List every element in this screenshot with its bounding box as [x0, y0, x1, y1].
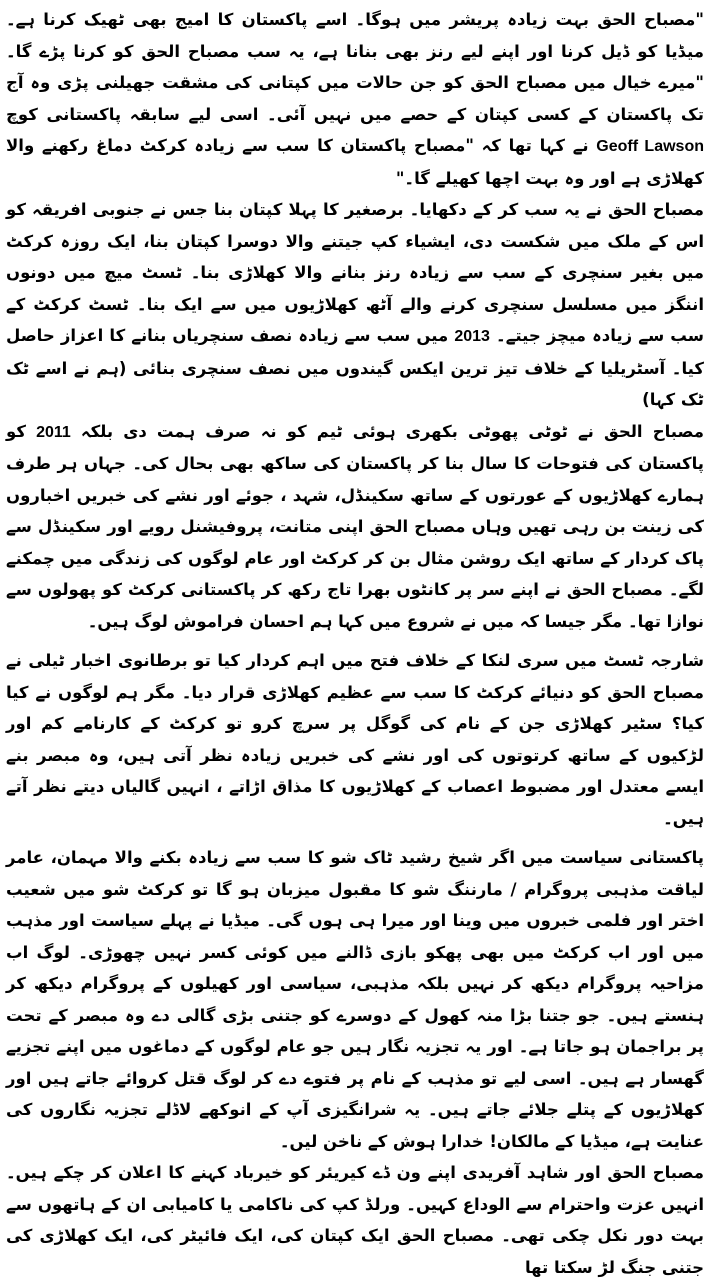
paragraph-media-critique: پاکستانی سیاست میں اگر شیخ رشید ٹاک شو کا سب سے زیادہ بکنے والا مہمان، عامر لیاقت مذہبی پروگرام / مارننگ شو کا مقبول میزبان ہو گا تو کرکٹ شو میں شعیب اختر اور فلمی خبروں میں وینا اور میرا ہی ہوں گی۔ میڈیا نے پہلے سیاست اور مذہب میں اور اب کرکٹ میں بھی پھکو بازی ڈالنے میں کوئی کسر نہیں چھوڑی۔ لوگ اب مزاحیہ پروگرام دیکھ کر نہیں بلکہ مذہبی، سیاسی اور کھیلوں کے پروگرام دیکھ کر ہنستے ہیں۔ جو جتنا بڑا منہ کھول کے دوسرے کو جتنی بڑی گالی دے وہ مبصر کے تحت پر براجمان ہو جاتا ہے۔ اور یہ تجزیہ نگار ہیں جو عام لوگوں کے دماغوں میں اپنے تجزیے گھسار ہے ہیں۔ اسی لیے تو مذہب کے نام پر فتوے دے کر لوگ قتل کروائے جاتے ہیں اور کھلاڑیوں کے پتلے جلائے جاتے ہیں۔ یہ شرانگیزی آپ کے انوکھے لاڈلے تجزیہ نگاروں کی عنایت ہے، میڈیا کے مالکان! خدارا ہوش کے ناخن لیں۔ [6, 848, 704, 1151]
year-2011: 2011 [36, 423, 71, 441]
paragraph-achievements: مصباح الحق نے یہ سب کر کے دکھایا۔ برصغیر کا پہلا کپتان بنا جس نے جنوبی افریقہ کو اس کے ملک میں شکست دی، ایشیاء کپ جیتنے والا دوسرا کپتان بنا، ایک روزہ کرکٹ میں بغیر سنچری کے سب سے زیادہ رنز بنانے والا کھلاڑی بنا۔ ٹسٹ میچ میں دونوں اننگز میں مسلسل سنچری کرنے والے آٹھ کھلاڑیوں میں سے ایک بنا۔ ٹسٹ کرکٹ کے سب سے زیادہ میچز جیتے۔ 2013 میں سب سے زیادہ نصف سنچریاں بنانے کا اعزاز حاصل کیا۔ آسٹریلیا کے خلاف تیز ترین ایکس گیندوں میں نصف سنچری بنائی (ہم نے اسے ٹک ٹک کہا) [6, 200, 705, 409]
article-page [6, 4, 705, 1277]
paragraph-sharjah-test: شارجہ ٹسٹ میں سری لنکا کے خلاف فتح میں اہم کردار کیا تو برطانوی اخبار ٹیلی نے مصباح الحق کو دنیائے کرکٹ کا سب سے عظیم کھلاڑی قرار دیا۔ مگر ہم لوگوں نے کیا کیا؟ سٹیر کھلاڑی جن کے نام کی گوگل پر سرچ کرو تو کرکٹ کے کارنامے کم اور لڑکیوں کے ساتھ کرتوتوں کی اور نشے کی خبریں زیادہ نظر آتی ہیں، وہ مبصر بنے ایسے معتدل اور مضبوط اعصاب کے کھلاڑیوں کا مذاق اڑاتے ، انہیں گالیاں دیتے نظر آتے ہیں۔ [6, 651, 704, 828]
paragraph-gap [6, 637, 704, 645]
paragraph-team-revival: مصباح الحق نے ٹوٹی پھوٹی بکھری ہوئی ٹیم کو نہ صرف ہمت دی بلکہ 2011 کو پاکستان کی فتوحات کا سال بنا کر پاکستان کی ساکھ بھی بحال کی۔ جہاں ہر طرف ہمارے کھلاڑیوں کے عورتوں کے ساتھ سکینڈل، شہد ، جوئے اور نشے کی خبریں اخباروں کی زینت بن رہی تھیں وہاں مصباح الحق اپنی متانت، پروفیشنل رویے اور سکینڈل سے پاک کردار کے ساتھ ایک روشن مثال بن کر کرکٹ اور عام لوگوں کی زندگی میں چمکنے لگے۔ مصباح الحق نے اپنے سر پر کانٹوں بھرا تاج رکھ کر پاکستانی کرکٹ کو پھولوں سے نوازا تھا۔ مگر جیسا کہ میں نے شروع میں کہا ہم احسان فراموش لوگ ہیں۔ [6, 421, 704, 631]
coach-name: Geoff Lawson [596, 138, 704, 155]
paragraph-retirement: مصباح الحق اور شاہد آفریدی اپنے ون ڈے کیریئر کو خیرباد کہنے کا اعلان کر چکے ہیں۔ انہیں عزت واحترام سے الوداع کہیں۔ ورلڈ کپ کی ناکامی یا کامیابی ان کے ہاتھوں سے بہت دور نکل چکی تھی۔ مصباح الحق ایک کپتان کی، ایک فائیٹر کی، ایک کھلاڑی کی جتنی جنگ لڑ سکتا تھا [6, 1163, 704, 1277]
paragraph-gap [6, 834, 704, 842]
year-2013: 2013 [454, 328, 490, 345]
paragraph-quote-pressure: "مصباح الحق بہت زیادہ پریشر میں ہوگا۔ اسے پاکستان کا امیج بھی ٹھیک کرنا ہے۔ میڈیا کو ڈیل کرنا اور اپنے لیے رنز بھی بنانا ہے، یہ سب مصباح الحق کو کرنا پڑے گا۔ "میرے خیال میں مصباح الحق کو جن حالات میں کپتانی کی مشقت جھیلنی پڑی وہ آج تک پاکستان کے کسی کپتان کے حصے میں نہیں آئی۔ اسی لیے سابقہ پاکستانی کوچ Geoff Lawson نے کہا تھا کہ "مصباح پاکستان کا سب سے زیادہ کرکٹ دماغ رکھنے والا کھلاڑی ہے اور وہ بہت اچھا کھیلے گا۔" [6, 10, 704, 188]
